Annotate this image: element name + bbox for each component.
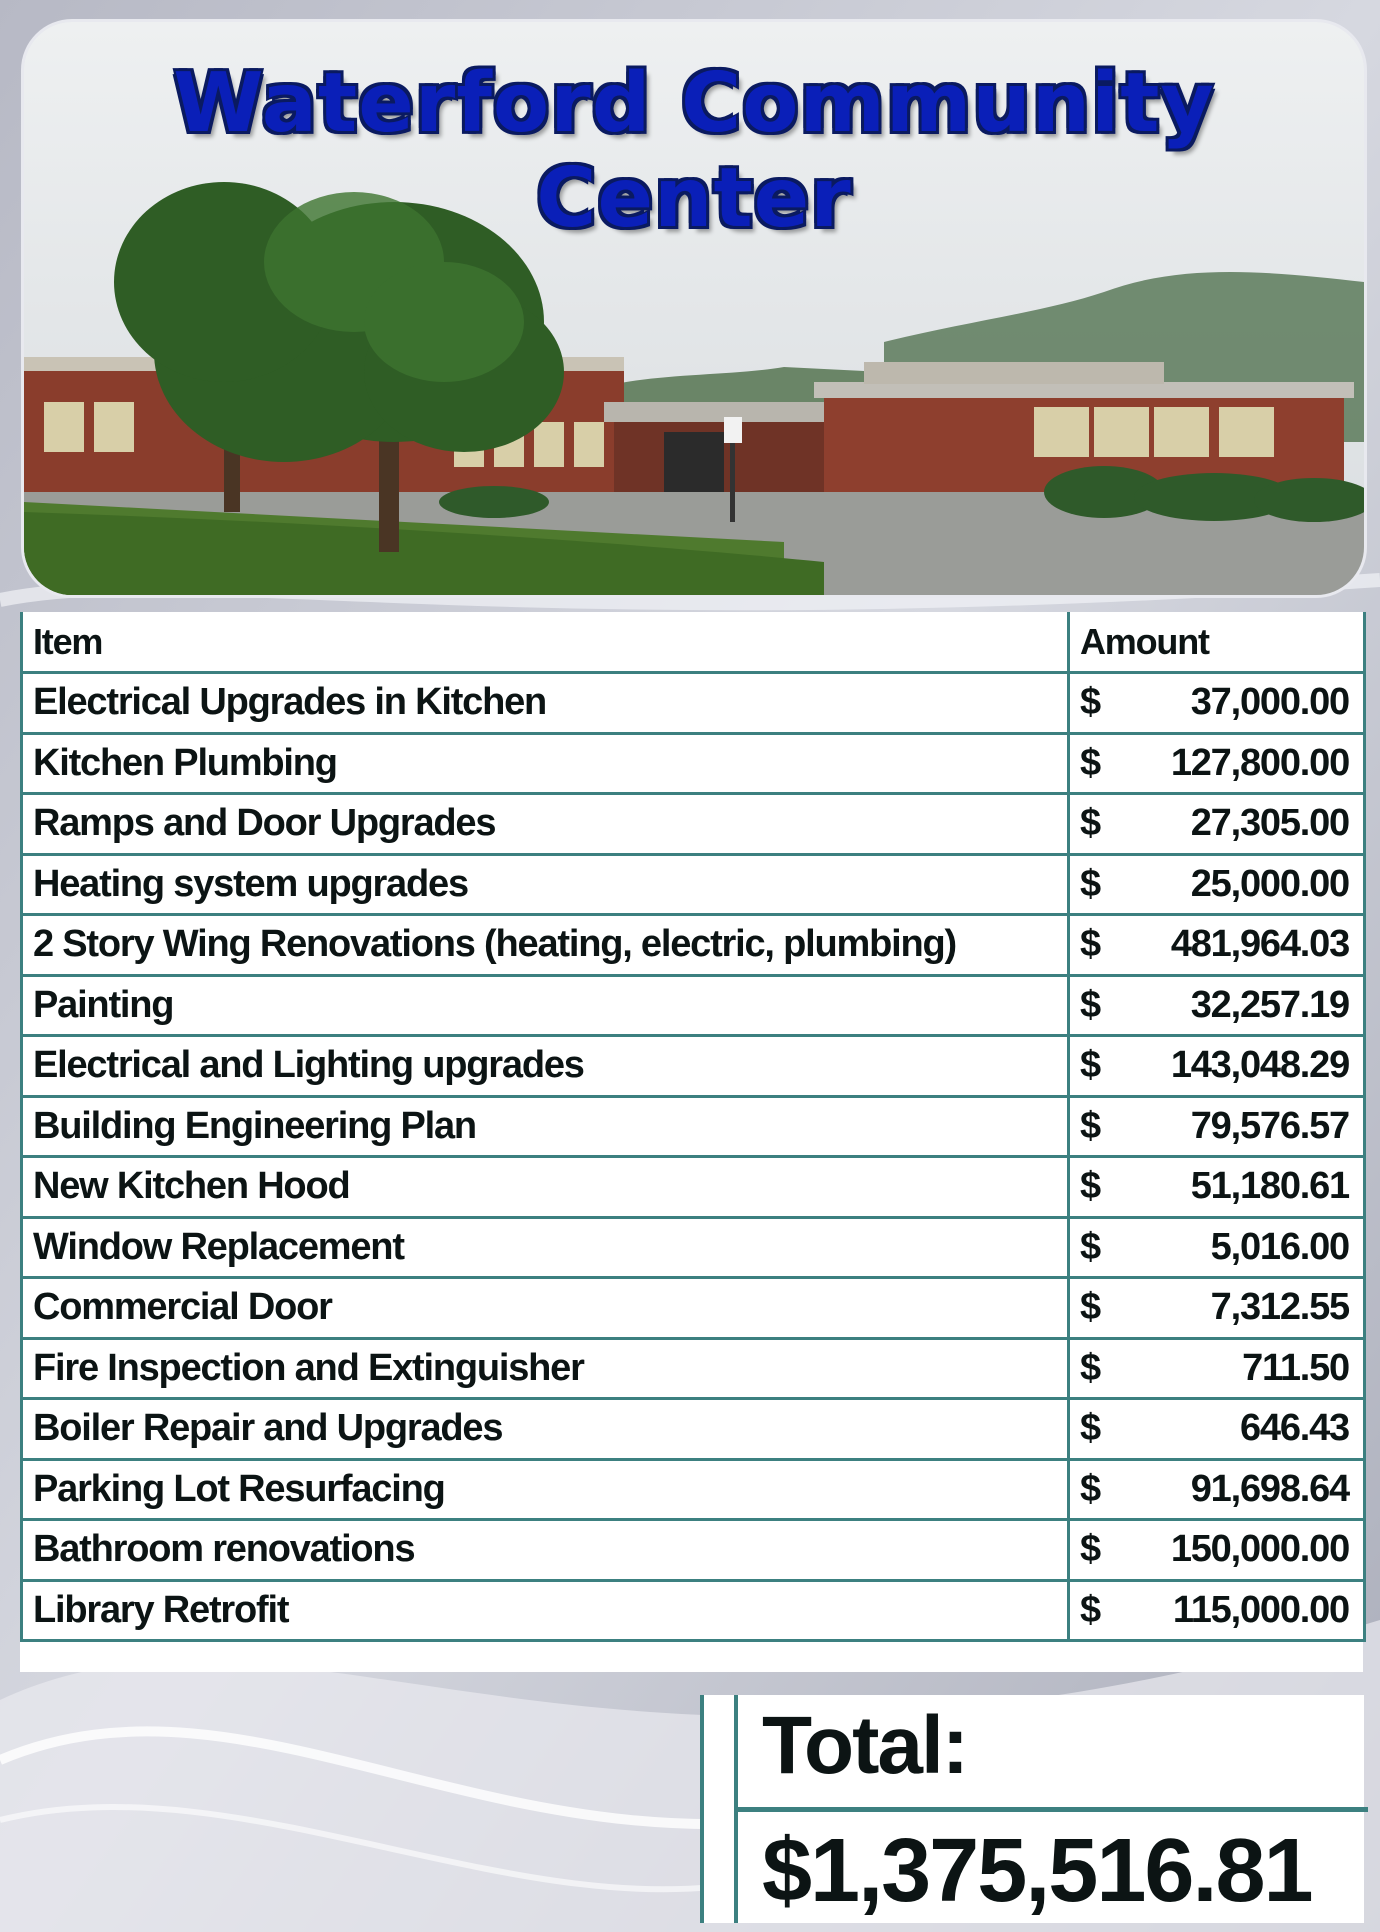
amount-value bbox=[1080, 1105, 1363, 1148]
table-row bbox=[22, 1036, 1365, 1097]
amount-number: 32,257.19 bbox=[1190, 983, 1349, 1026]
item-cell: Electrical and Lighting upgrades bbox=[22, 1036, 1069, 1097]
currency-symbol: $ bbox=[1080, 1407, 1100, 1450]
amount-number: 37,000.00 bbox=[1190, 681, 1349, 724]
item-cell: Parking Lot Resurfacing bbox=[22, 1459, 1069, 1520]
item-cell: 2 Story Wing Renovations (heating, electric, plumbing) bbox=[22, 915, 1069, 976]
item-cell: Building Engineering Plan bbox=[22, 1096, 1069, 1157]
amount-cell bbox=[1069, 1217, 1365, 1278]
amount-value bbox=[1080, 1589, 1363, 1632]
currency-symbol: $ bbox=[1080, 1528, 1100, 1571]
amount-cell bbox=[1069, 733, 1365, 794]
amount-cell bbox=[1069, 1338, 1365, 1399]
amount-number: 143,048.29 bbox=[1170, 1044, 1349, 1087]
table-row bbox=[22, 1278, 1365, 1339]
amount-number: 481,964.03 bbox=[1170, 923, 1349, 966]
amount-value bbox=[1080, 1165, 1363, 1208]
page-title: Waterford Community Center bbox=[173, 56, 1215, 246]
amount-value bbox=[1080, 984, 1363, 1027]
amount-cell bbox=[1069, 854, 1365, 915]
amount-value bbox=[1080, 1407, 1363, 1450]
item-cell: Library Retrofit bbox=[22, 1580, 1069, 1641]
currency-symbol: $ bbox=[1080, 802, 1100, 845]
item-cell: New Kitchen Hood bbox=[22, 1157, 1069, 1218]
item-cell: Commercial Door bbox=[22, 1278, 1069, 1339]
item-cell: Window Replacement bbox=[22, 1217, 1069, 1278]
currency-symbol: $ bbox=[1080, 741, 1100, 784]
item-cell: Heating system upgrades bbox=[22, 854, 1069, 915]
table-row bbox=[22, 1096, 1365, 1157]
total-box bbox=[700, 1695, 1364, 1923]
amount-cell bbox=[1069, 975, 1365, 1036]
amount-number: 79,576.57 bbox=[1190, 1104, 1349, 1147]
currency-symbol: $ bbox=[1080, 983, 1100, 1026]
currency-symbol: $ bbox=[1080, 681, 1100, 724]
amount-cell bbox=[1069, 1096, 1365, 1157]
amount-value bbox=[1080, 742, 1363, 785]
amount-number: 646.43 bbox=[1239, 1407, 1349, 1450]
amount-value bbox=[1080, 1226, 1363, 1269]
currency-symbol: $ bbox=[1080, 1346, 1100, 1389]
currency-symbol: $ bbox=[1080, 923, 1100, 966]
table-row bbox=[22, 1580, 1365, 1641]
amount-value bbox=[1080, 1468, 1363, 1511]
table-row bbox=[22, 1399, 1365, 1460]
amount-number: 91,698.64 bbox=[1190, 1467, 1349, 1510]
total-value: $1,375,516.81 bbox=[762, 1821, 1312, 1921]
item-cell: Painting bbox=[22, 975, 1069, 1036]
amount-cell bbox=[1069, 1278, 1365, 1339]
amount-cell bbox=[1069, 1520, 1365, 1581]
currency-symbol: $ bbox=[1080, 1467, 1100, 1510]
amount-value bbox=[1080, 1044, 1363, 1087]
currency-symbol: $ bbox=[1080, 1104, 1100, 1147]
amount-number: 711.50 bbox=[1242, 1346, 1349, 1389]
amount-cell bbox=[1069, 915, 1365, 976]
currency-symbol: $ bbox=[1080, 1588, 1100, 1631]
amount-number: 127,800.00 bbox=[1170, 741, 1349, 784]
currency-symbol: $ bbox=[1080, 862, 1100, 905]
item-cell: Ramps and Door Upgrades bbox=[22, 794, 1069, 855]
amount-number: 27,305.00 bbox=[1190, 802, 1349, 845]
amount-number: 5,016.00 bbox=[1210, 1225, 1349, 1268]
table-row bbox=[22, 1520, 1365, 1581]
item-cell: Bathroom renovations bbox=[22, 1520, 1069, 1581]
amount-cell bbox=[1069, 1036, 1365, 1097]
budget-table bbox=[20, 612, 1366, 1642]
item-cell: Electrical Upgrades in Kitchen bbox=[22, 673, 1069, 734]
amount-cell bbox=[1069, 1459, 1365, 1520]
amount-number: 25,000.00 bbox=[1190, 862, 1349, 905]
amount-cell bbox=[1069, 673, 1365, 734]
table-row bbox=[22, 1157, 1365, 1218]
table-row bbox=[22, 915, 1365, 976]
table-row bbox=[22, 975, 1365, 1036]
amount-value bbox=[1080, 923, 1363, 966]
currency-symbol: $ bbox=[1080, 1044, 1100, 1087]
column-header-item: Item bbox=[22, 612, 1069, 673]
table-row bbox=[22, 673, 1365, 734]
amount-cell bbox=[1069, 1157, 1365, 1218]
amount-value bbox=[1080, 802, 1363, 845]
total-label-cell bbox=[734, 1695, 1368, 1812]
amount-value bbox=[1080, 681, 1363, 724]
table-row bbox=[22, 733, 1365, 794]
item-cell: Kitchen Plumbing bbox=[22, 733, 1069, 794]
amount-cell bbox=[1069, 1580, 1365, 1641]
total-value-cell bbox=[734, 1812, 1368, 1923]
table-row bbox=[22, 1338, 1365, 1399]
table-row bbox=[22, 1459, 1365, 1520]
table-row bbox=[22, 794, 1365, 855]
currency-symbol: $ bbox=[1080, 1225, 1100, 1268]
total-label: Total: bbox=[762, 1700, 968, 1791]
building-photo bbox=[24, 22, 1364, 595]
currency-symbol: $ bbox=[1080, 1165, 1100, 1208]
amount-number: 7,312.55 bbox=[1210, 1286, 1349, 1329]
amount-value bbox=[1080, 1347, 1363, 1390]
amount-number: 115,000.00 bbox=[1172, 1588, 1349, 1631]
amount-cell bbox=[1069, 794, 1365, 855]
table-header-row bbox=[22, 612, 1365, 673]
table-row bbox=[22, 1217, 1365, 1278]
amount-number: 150,000.00 bbox=[1170, 1528, 1349, 1571]
budget-table-container bbox=[20, 612, 1363, 1672]
item-cell: Boiler Repair and Upgrades bbox=[22, 1399, 1069, 1460]
currency-symbol: $ bbox=[1080, 1286, 1100, 1329]
table-row bbox=[22, 854, 1365, 915]
amount-cell bbox=[1069, 1399, 1365, 1460]
amount-number: 51,180.61 bbox=[1190, 1165, 1349, 1208]
amount-value bbox=[1080, 863, 1363, 906]
item-cell: Fire Inspection and Extinguisher bbox=[22, 1338, 1069, 1399]
amount-value bbox=[1080, 1286, 1363, 1329]
amount-value bbox=[1080, 1528, 1363, 1571]
column-header-amount: Amount bbox=[1069, 612, 1365, 673]
